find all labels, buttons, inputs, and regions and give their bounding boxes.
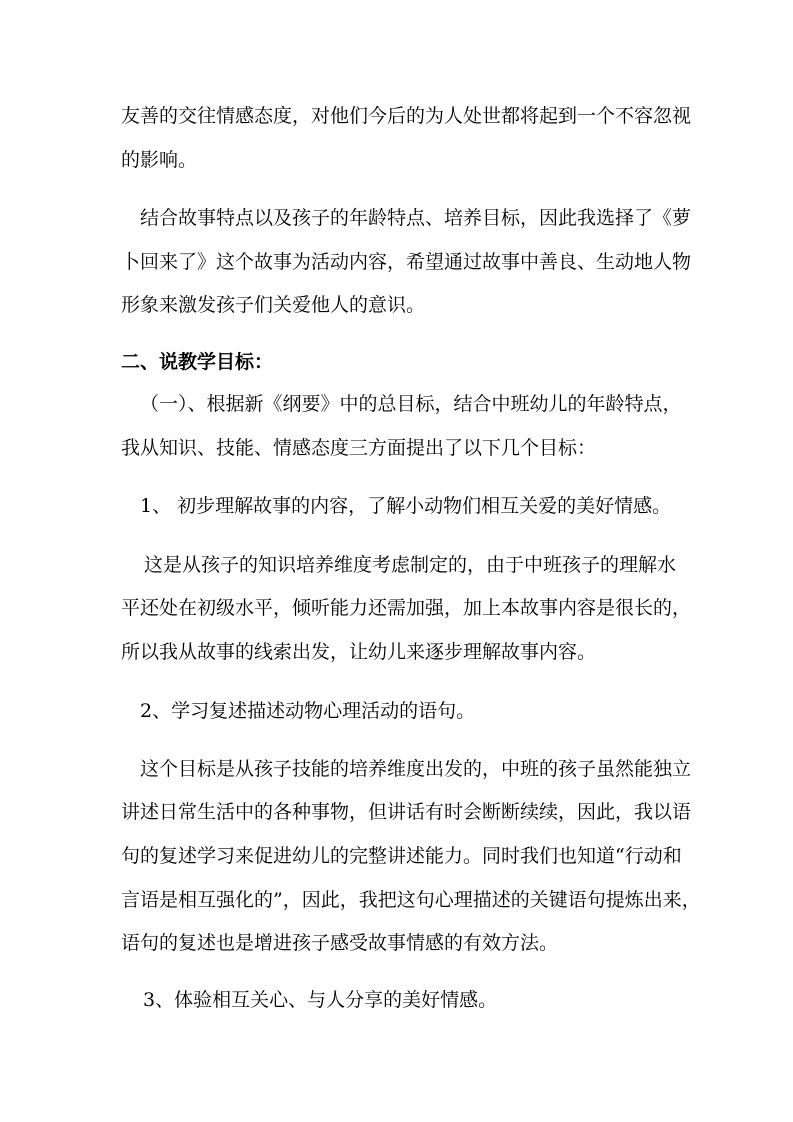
text-line xyxy=(140,757,793,781)
text-line xyxy=(121,844,793,868)
text-line-content: 这是从孩子的知识培养维度考虑制定的，由于中班孩子的理解水 xyxy=(144,554,677,576)
list-item-text: 3、体验相互关心、与人分享的美好情感。 xyxy=(143,989,498,1011)
text-line-content: 所以我从故事的线索出发，让幼儿来逐步理解故事内容。 xyxy=(121,641,597,663)
list-item xyxy=(140,494,793,518)
text-line-content: 形象来激发孩子们关爱他人的意识。 xyxy=(121,294,426,316)
text-line xyxy=(121,293,793,317)
text-line xyxy=(140,206,793,230)
text-line xyxy=(121,640,793,664)
text-line-content: 的影响。 xyxy=(121,149,198,171)
text-line xyxy=(121,800,793,824)
text-line xyxy=(121,104,793,128)
list-item xyxy=(143,988,793,1012)
text-line-content: 语句的复述也是增进孩子感受故事情感的有效方法。 xyxy=(121,932,559,954)
text-line-content: 句的复述学习来促进幼儿的完整讲述能力。同时我们也知道“行动和 xyxy=(121,845,682,867)
text-line-content: 平还处在初级水平，倾听能力还需加强，加上本故事内容是很长的， xyxy=(121,597,692,619)
list-item xyxy=(140,699,793,723)
text-line xyxy=(121,596,793,620)
text-line-content: 言语是相互强化的”，因此，我把这句心理描述的关键语句提炼出来， xyxy=(121,889,701,911)
text-line-content: 结合故事特点以及孩子的年龄特点、培养目标，因此我选择了《萝 xyxy=(140,207,692,229)
section-heading-text: 二、说教学目标： xyxy=(121,351,274,373)
text-line xyxy=(121,931,793,955)
text-line xyxy=(121,888,793,912)
text-line-content: 卜回来了》这个故事为活动内容，希望通过故事中善良、生动地人物 xyxy=(121,251,692,273)
text-line xyxy=(121,436,793,460)
text-line-content: 友善的交往情感态度，对他们今后的为人处世都将起到一个不容忽视 xyxy=(121,105,692,127)
text-line xyxy=(121,148,793,172)
text-line-content: 我从知识、技能、情感态度三方面提出了以下几个目标： xyxy=(121,437,597,459)
list-item-text: 1、 初步理解故事的内容，了解小动物们相互关爱的美好情感。 xyxy=(140,495,672,517)
section-heading xyxy=(121,350,793,374)
text-line xyxy=(144,553,793,577)
text-line-content: 这个目标是从孩子技能的培养维度出发的，中班的孩子虽然能独立 xyxy=(140,758,692,780)
text-line-content: 讲述日常生活中的各种事物，但讲话有时会断断续续，因此，我以语 xyxy=(121,801,692,823)
text-line xyxy=(121,250,793,274)
list-item-text: 2、学习复述描述动物心理活动的语句。 xyxy=(140,700,476,722)
text-line-content: （一）、根据新《纲要》中的总目标，结合中班幼儿的年龄特点， xyxy=(140,393,682,415)
text-line xyxy=(140,392,793,416)
